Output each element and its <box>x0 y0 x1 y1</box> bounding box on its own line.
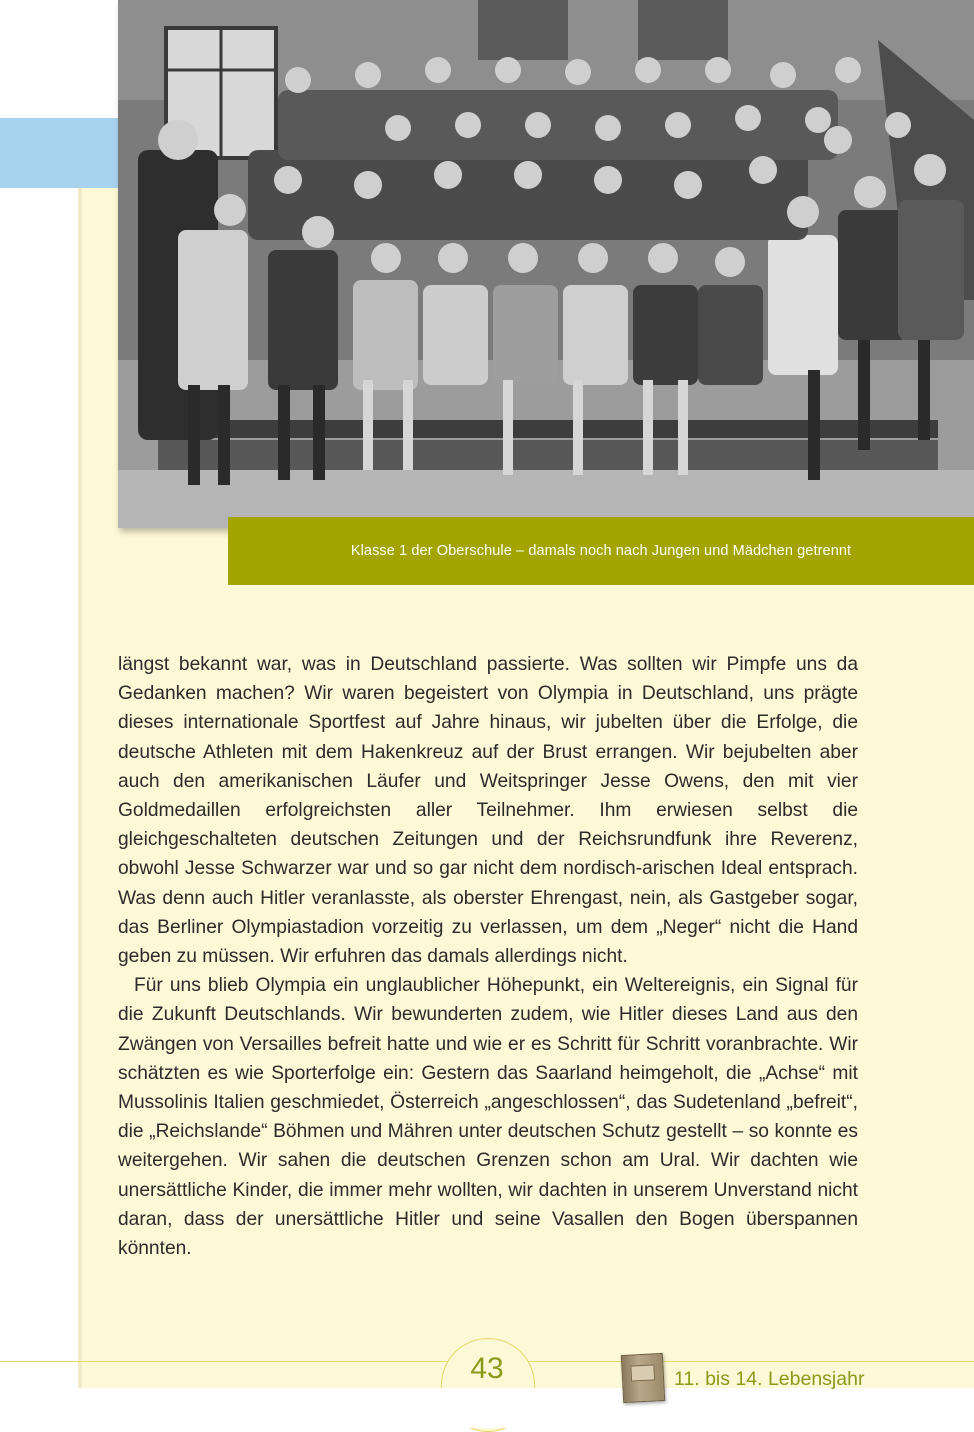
photo-caption: Klasse 1 der Oberschule – damals noch nach Jungen und Mädchen getrennt <box>350 543 852 559</box>
photo-caption-bar <box>228 517 974 585</box>
class-photo-image <box>118 0 974 528</box>
book-icon <box>621 1353 665 1403</box>
body-text <box>118 650 858 1263</box>
paragraph: längst bekannt war, was in Deutschland passierte. Was sollten wir Pimpfe uns da Gedanken machen? Wir waren begeistert von Olympia in Deutschland, uns prägte dieses internationale Sportfest auf Jahre hinaus, wir jubelten über die Erfolge, die deutsche Athleten mit dem Hakenkreuz auf der Brust errangen. Wir bejubelten aber auch den amerikanischen Läufer und Weitspringer Jesse Owens, den mit vier Goldmedaillen erfolgreichsten aller Teilnehmer. Ihm erwiesen selbst die gleichgeschalteten deutschen Zeitungen und der Reichsrundfunk ihre Reverenz, obwohl Jesse Schwarzer war und so gar nicht dem nordisch-arischen Ideal entsprach. Was denn auch Hitler veranlasste, als oberster Ehrengast, nein, als Gastgeber sogar, das Berliner Olympiastadion vorzeitig zu verlassen, um dem „Neger“ nicht die Hand geben zu müssen. Wir erfuhren das damals allerdings nicht. <box>118 654 858 968</box>
paragraph: Für uns blieb Olympia ein unglaublicher Höhepunkt, ein Weltereignis, ein Signal für die Zukunft Deutschlands. Wir bewunderten zudem, wie Hitler dieses Land aus den Zwängen von Versailles befreit hatte und wie er es Schritt für Schritt voranbrachte. Wir schätzten es wie Sporterfolge ein: Gestern das Saarland heimgeholt, die „Achse“ mit Mussolinis Italien geschmiedet, Österreich „angeschlossen“, das Sudetenland „befreit“, die „Reichslande“ Böhmen und Mähren unter deutschen Schutz gestellt – so konnte es weitergehen. Wir sahen die deutschen Grenzen schon am Ural. Wir dachten wie unersättliche Kinder, die immer mehr wollten, wir dachten in unserem Unverstand nicht daran, dass der unersättliche Hitler und seine Vasallen den Bogen überspannen könnten. <box>118 975 858 1260</box>
chapter-label: 11. bis 14. Lebensjahr <box>674 1368 865 1390</box>
page-number: 43 <box>470 1352 504 1385</box>
panel-edge <box>78 188 82 1388</box>
footer-cover <box>430 1388 550 1428</box>
blue-tab-decoration <box>0 118 118 188</box>
